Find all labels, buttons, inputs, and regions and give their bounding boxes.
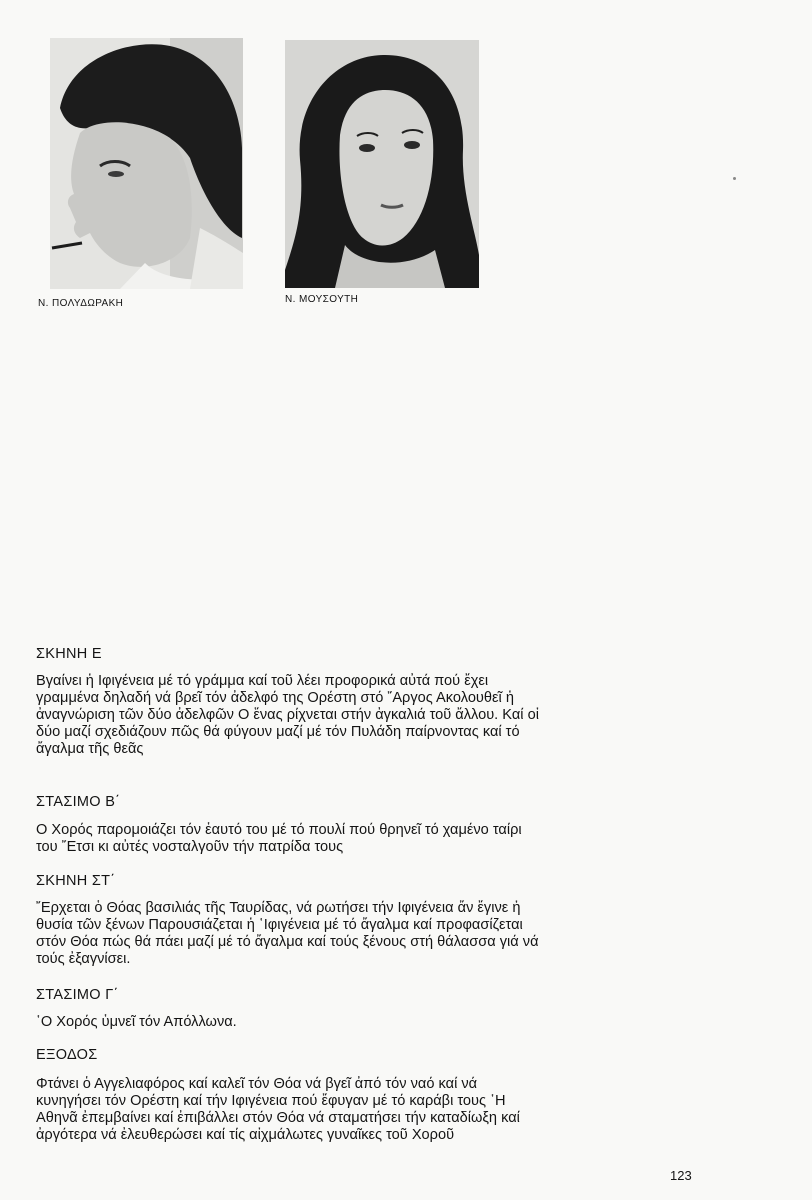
portrait-photo-polydoraki [50,38,243,289]
text-line: Αθηνᾶ ἐπεμβαίνει καί ἐπιβάλλει στόν Θόα νά σταματήσει τήν καταδίωξη καί [36,1110,520,1126]
text-line: τούς ἐξαγνίσει. [36,951,131,967]
section-heading-stasimo-b: ΣΤΑΣΙΜΟ Β΄ [36,794,121,810]
scan-speck [733,177,736,180]
section-text-skini-st [36,900,752,968]
text-line: ἄγαλμα τῆς θεᾶς [36,741,144,757]
text-line: ἀργότερα νά ἐλευθερώσει καί τίς αἰχμάλωτες γυναῖκες τοῦ Χοροῦ [36,1127,455,1143]
text-line: Βγαίνει ἡ Ιφιγένεια μέ τό γράμμα καί τοῦ λέει προφορικά αὐτά πού ἔχει [36,673,489,689]
text-line: γραμμένα δηλαδή νά βρεῖ τόν ἀδελφό της Ορέστη στό ῎Αργος Ακολουθεῖ ἡ [36,690,514,706]
text-line: ῾Ο Χορός ὑμνεῖ τόν Απόλλωνα. [36,1014,237,1030]
text-line: του ῎Ετσι κι αὐτές νοσταλγοῦν τήν πατρίδα τους [36,839,344,855]
portrait-polydoraki-image [50,38,243,289]
section-heading-skini-e: ΣΚΗΝΗ Ε [36,646,102,662]
text-line: κυνηγήσει τόν Ορέστη καί τήν Ιφιγένεια πού ἔφυγαν μέ τό καράβι τους ῾Η [36,1093,506,1109]
portrait-mousouti-image [285,40,479,288]
page-number: 123 [670,1168,692,1183]
section-heading-skini-st: ΣΚΗΝΗ ΣΤ΄ [36,873,116,889]
text-line: στόν Θόα πώς θά πάει μαζί μέ τό ἄγαλμα καί τούς ξένους στή θάλασσα γιά νά [36,934,539,950]
text-line: ἀναγνώριση τῶν δύο ἀδελφῶν Ο ἕνας ρίχνεται στήν ἀγκαλιά τοῦ ἄλλου. Καί οἱ [36,707,539,723]
photo-caption-polydoraki: Ν. ΠΟΛΥΔΩΡΑΚΗ [38,298,124,309]
section-text-skini-e [36,673,752,758]
text-line: ῎Ερχεται ὁ Θόας βασιλιάς τῆς Ταυρίδας, νά ρωτήσει τήν Ιφιγένεια ἄν ἔγινε ἡ [36,900,521,916]
text-line: Φτάνει ὁ Αγγελιαφόρος καί καλεῖ τόν Θόα νά βγεῖ ἀπό τόν ναό καί νά [36,1076,478,1092]
text-line: θυσία τῶν ξένων Παρουσιάζεται ἡ ῾Ιφιγένεια μέ τό ἄγαλμα καί προφασίζεται [36,917,523,933]
section-text-stasimo-g [36,1014,752,1031]
text-line: δύο μαζί σχεδιάζουν πῶς θά φύγουν μαζί μέ τόν Πυλάδη παίρνοντας καί τό [36,724,520,740]
photo-caption-mousouti: Ν. ΜΟΥΣΟΥΤΗ [285,294,359,305]
section-text-exodos [36,1076,752,1144]
section-text-stasimo-b [36,822,752,856]
section-heading-stasimo-g: ΣΤΑΣΙΜΟ Γ΄ [36,987,119,1003]
text-line: Ο Χορός παρομοιάζει τόν ἑαυτό του μέ τό πουλί πού θρηνεῖ τό χαμένο ταίρι [36,822,522,838]
portrait-photo-mousouti [285,40,479,288]
section-heading-exodos: ΕΞΟΔΟΣ [36,1047,98,1063]
